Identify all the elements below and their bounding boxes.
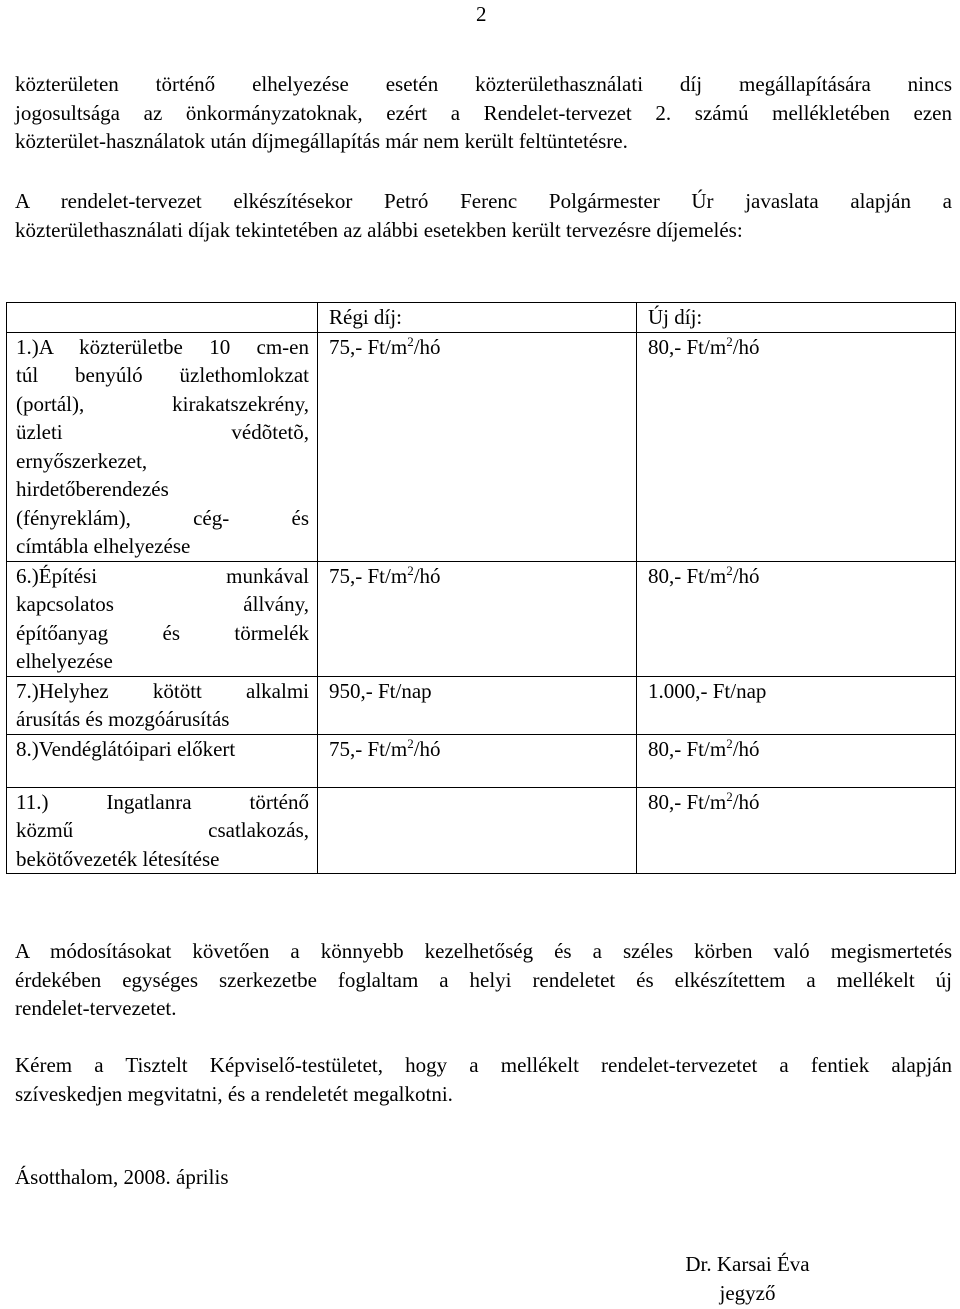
old-fee-cell: 950,- Ft/nap — [318, 676, 637, 734]
old-fee-cell — [318, 787, 637, 874]
table-row — [7, 561, 956, 676]
row-description: 7.)Helyhez kötött alkalmi árusítás és mozgóárusítás — [7, 676, 318, 734]
row-description: 6.)Építési munkával kapcsolatos állvány, építőanyag és törmelék elhelyezése — [7, 561, 318, 676]
paragraph-line: közterület-használatok után díjmegállapítás már nem került feltüntetésre. — [15, 129, 628, 153]
row-description: 11.) Ingatlanra történő közmű csatlakozás, bekötővezeték létesítése — [7, 787, 318, 874]
old-fee-cell: 75,- $Ft/m^2/hó$ — [318, 734, 637, 787]
old-fee-cell: 75,- $Ft/m^2/hó$ — [318, 332, 637, 561]
table-row — [7, 787, 956, 874]
old-fee-cell: 75,- $Ft/m^2/hó$ — [318, 561, 637, 676]
row-description: 1.)A közterületbe 10 cm-en túl benyúló üzlethomlokzat (portál), kirakatszekrény, üzleti védõtetõ, ernyőszerkezet, hirdetőberendezés (fényreklám), cég- és címtábla elhelyezése — [7, 332, 318, 561]
paragraph-line: Kérem a Tisztelt Képviselő-testületet, hogy a mellékelt rendelet-tervezetet a fentiek alapján — [15, 1053, 952, 1077]
paragraph-line: közterületen történő elhelyezése esetén közterülethasználati díj megállapítására nincs — [15, 72, 952, 96]
signer-title: jegyző — [719, 1280, 776, 1305]
proposal-paragraph — [15, 187, 952, 244]
signature-block — [675, 1250, 820, 1307]
new-fee-cell: 1.000,- Ft/nap — [637, 676, 956, 734]
paragraph-line: szíveskedjen megvitatni, és a rendeletét megalkotni. — [15, 1081, 453, 1106]
closing-paragraph — [15, 937, 952, 1023]
new-fee-cell: 80,- $Ft/m^2/hó$ — [637, 734, 956, 787]
place-date: Ásotthalom, 2008. április — [15, 1165, 229, 1189]
request-paragraph — [15, 1051, 952, 1108]
row-description: 8.)Vendéglátóipari előkert — [7, 734, 318, 787]
paragraph-line: A módosításokat követően a könnyebb kezelhetőség és a széles körben való megismertetés — [15, 939, 952, 963]
paragraph-line: rendelet-tervezetet. — [15, 996, 177, 1020]
paragraph-line: közterülethasználati díjak tekintetében az alábbi esetekben került tervezésre díjemelés: — [15, 217, 743, 242]
paragraph-line: A rendelet-tervezet elkészítésekor Petró Ferenc Polgármester Úr javaslata alapján a — [15, 189, 952, 213]
signer-name: Dr. Karsai Éva — [685, 1252, 810, 1276]
page-number: 2 — [476, 2, 487, 26]
new-fee-cell: 80,- $Ft/m^2/hó$ — [637, 561, 956, 676]
table-row — [7, 734, 956, 787]
fee-table — [6, 302, 956, 874]
table-row — [7, 676, 956, 734]
intro-paragraph — [15, 70, 952, 156]
new-fee-cell: 80,- $Ft/m^2/hó$ — [637, 787, 956, 874]
header-new-fee: Új díj: — [637, 303, 956, 333]
paragraph-line: jogosultsága az önkormányzatoknak, ezért a Rendelet-tervezet 2. számú mellékletében ezen — [15, 100, 952, 125]
table-header-row — [7, 303, 956, 333]
paragraph-line: érdekében egységes szerkezetbe foglaltam a helyi rendeletet és elkészítettem a mellékelt új — [15, 967, 952, 992]
new-fee-cell: 80,- $Ft/m^2/hó$ — [637, 332, 956, 561]
header-old-fee: Régi díj: — [318, 303, 637, 333]
header-cell-empty — [7, 303, 318, 333]
table-row — [7, 332, 956, 561]
